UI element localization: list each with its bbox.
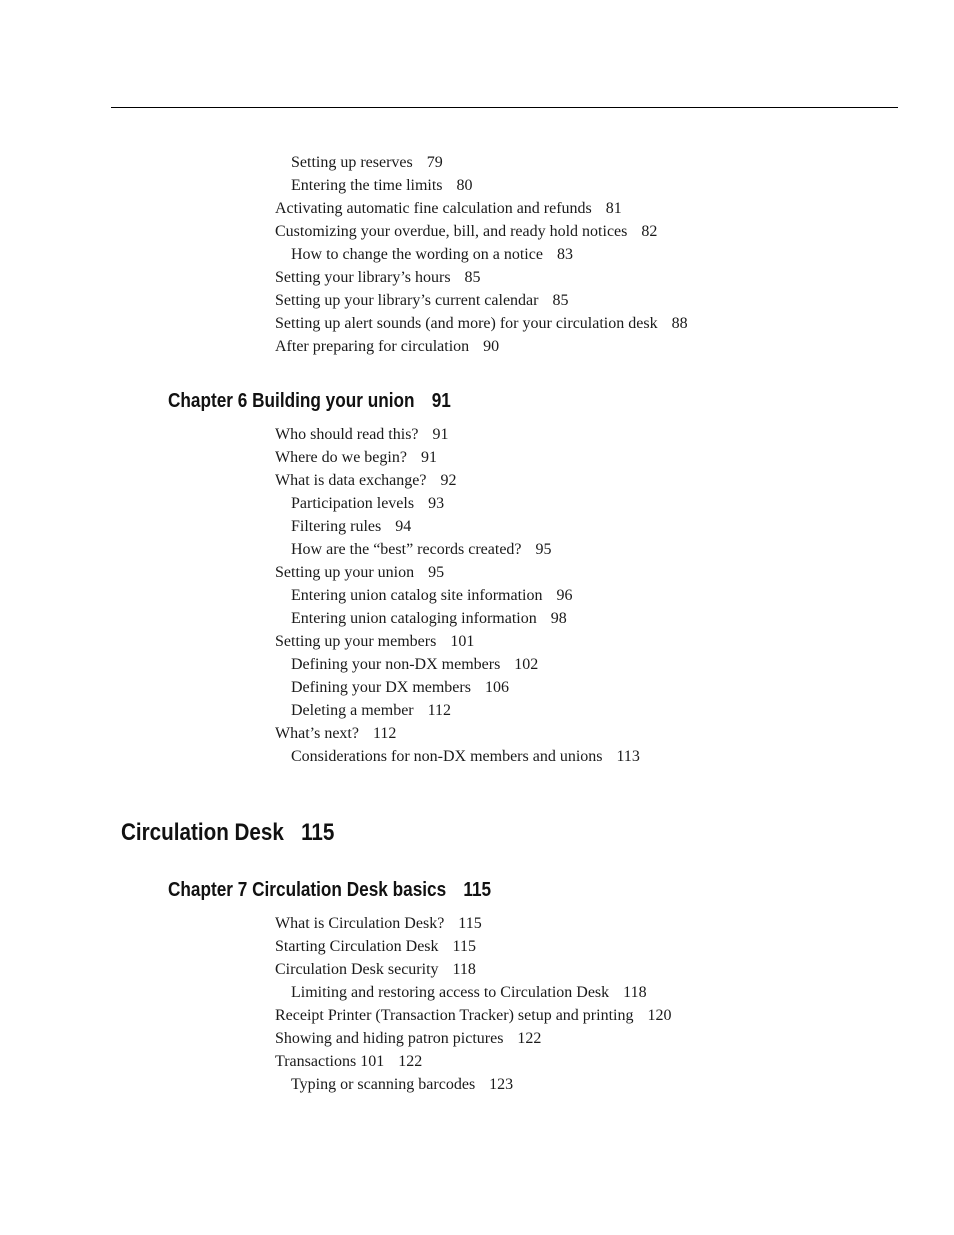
toc-entry-title: How are the “best” records created? bbox=[291, 541, 522, 558]
toc-entry-title: What is Circulation Desk? bbox=[275, 915, 445, 932]
toc-entry-page: 106 bbox=[484, 679, 509, 696]
toc-entry[interactable] bbox=[275, 724, 396, 744]
toc-entry-title: Circulation Desk security bbox=[275, 961, 439, 978]
toc-entry-title: After preparing for circulation bbox=[275, 338, 470, 355]
toc-entry-title: Considerations for non-DX members and unions bbox=[291, 748, 603, 765]
toc-entry[interactable] bbox=[275, 314, 688, 334]
toc-entry-title: Setting your library’s hours bbox=[275, 269, 451, 286]
toc-entry-title: Setting up alert sounds (and more) for your circulation desk bbox=[275, 315, 658, 332]
toc-entry-page: 112 bbox=[372, 725, 397, 742]
toc-entry-title: Entering union cataloging information bbox=[291, 610, 537, 627]
toc-entry-page: 90 bbox=[483, 338, 500, 355]
toc-entry-title: Defining your DX members bbox=[291, 679, 471, 696]
toc-entry[interactable] bbox=[291, 747, 640, 767]
toc-entry[interactable] bbox=[275, 914, 482, 934]
toc-entry[interactable] bbox=[291, 701, 451, 721]
toc-entry-title: Activating automatic fine calculation and refunds bbox=[275, 200, 592, 217]
toc-entry[interactable] bbox=[275, 1052, 422, 1072]
toc-entry[interactable] bbox=[291, 494, 444, 514]
toc-entry-title: Setting up your union bbox=[275, 564, 415, 581]
part-title: Circulation Desk bbox=[121, 819, 284, 846]
toc-entry[interactable] bbox=[275, 563, 444, 583]
toc-entry-title: Starting Circulation Desk bbox=[275, 938, 439, 955]
toc-entry-page: 93 bbox=[428, 495, 445, 512]
toc-entry-title: Entering union catalog site information bbox=[291, 587, 543, 604]
toc-entry-title: Setting up reserves bbox=[291, 154, 413, 171]
toc-entry[interactable] bbox=[291, 983, 647, 1003]
toc-entry[interactable] bbox=[291, 176, 473, 196]
toc-entry-page: 120 bbox=[647, 1007, 672, 1024]
toc-entry-title: Where do we begin? bbox=[275, 449, 407, 466]
toc-entry-page: 81 bbox=[605, 200, 622, 217]
toc-entry-title: Limiting and restoring access to Circulation Desk bbox=[291, 984, 610, 1001]
toc-entry[interactable] bbox=[291, 1075, 513, 1095]
toc-entry[interactable] bbox=[275, 632, 474, 652]
toc-entry[interactable] bbox=[291, 678, 509, 698]
toc-entry-page: 113 bbox=[616, 748, 640, 765]
toc-entry-page: 91 bbox=[420, 449, 437, 466]
toc-entry[interactable] bbox=[275, 268, 481, 288]
toc-entry-page: 115 bbox=[452, 938, 476, 955]
toc-entry-page: 92 bbox=[440, 472, 457, 489]
toc-entry-page: 80 bbox=[456, 177, 473, 194]
toc-entry-page: 118 bbox=[623, 984, 647, 1001]
toc-entry-page: 83 bbox=[556, 246, 573, 263]
toc-entry[interactable] bbox=[291, 586, 573, 606]
toc-entry[interactable] bbox=[291, 517, 411, 537]
toc-entry-page: 101 bbox=[450, 633, 475, 650]
toc-entry-page: 82 bbox=[641, 223, 658, 240]
toc-entry[interactable] bbox=[291, 655, 538, 675]
toc-entry[interactable] bbox=[275, 937, 476, 957]
toc-entry-page: 85 bbox=[464, 269, 481, 286]
toc-entry[interactable] bbox=[275, 291, 568, 311]
toc-entry-page: 122 bbox=[517, 1030, 542, 1047]
toc-entry[interactable] bbox=[275, 960, 476, 980]
toc-entry[interactable] bbox=[275, 1029, 541, 1049]
toc-entry[interactable] bbox=[291, 609, 567, 629]
toc-entry[interactable] bbox=[275, 471, 456, 491]
part-page: 115 bbox=[301, 819, 335, 846]
toc-entry-title: Transactions 101 bbox=[275, 1053, 385, 1070]
toc-entry[interactable] bbox=[291, 153, 443, 173]
toc-entry-page: 118 bbox=[452, 961, 476, 978]
toc-entry-title: What’s next? bbox=[275, 725, 359, 742]
chapter-title: Chapter 6 Building your union bbox=[168, 390, 415, 412]
toc-entry[interactable] bbox=[275, 425, 449, 445]
toc-entry-title: Participation levels bbox=[291, 495, 415, 512]
toc-entry-title: Setting up your library’s current calendar bbox=[275, 292, 539, 309]
toc-entry-page: 88 bbox=[671, 315, 688, 332]
toc-entry[interactable] bbox=[291, 245, 573, 265]
toc-entry-page: 112 bbox=[427, 702, 452, 719]
header-rule bbox=[111, 107, 898, 108]
part-heading[interactable] bbox=[121, 819, 334, 847]
toc-entry-page: 123 bbox=[489, 1076, 514, 1093]
toc-entry[interactable] bbox=[275, 222, 657, 242]
chapter-heading[interactable] bbox=[168, 878, 491, 902]
toc-entry-page: 122 bbox=[398, 1053, 423, 1070]
toc-entry-title: Defining your non-DX members bbox=[291, 656, 501, 673]
toc-entry-page: 79 bbox=[426, 154, 443, 171]
toc-entry[interactable] bbox=[275, 337, 499, 357]
toc-entry-title: What is data exchange? bbox=[275, 472, 427, 489]
toc-entry-title: Filtering rules bbox=[291, 518, 382, 535]
toc-entry-title: Customizing your overdue, bill, and ready hold notices bbox=[275, 223, 628, 240]
chapter-heading[interactable] bbox=[168, 389, 451, 413]
toc-entry-title: Setting up your members bbox=[275, 633, 437, 650]
toc-entry-title: Entering the time limits bbox=[291, 177, 443, 194]
toc-entry[interactable] bbox=[275, 199, 622, 219]
toc-entry-title: Receipt Printer (Transaction Tracker) setup and printing bbox=[275, 1007, 634, 1024]
toc-entry[interactable] bbox=[291, 540, 552, 560]
toc-entry[interactable] bbox=[275, 448, 437, 468]
toc-entry-title: How to change the wording on a notice bbox=[291, 246, 543, 263]
toc-entry-page: 115 bbox=[458, 915, 482, 932]
toc-entry-title: Typing or scanning barcodes bbox=[291, 1076, 476, 1093]
toc-entry-page: 102 bbox=[514, 656, 539, 673]
toc-entry-title: Showing and hiding patron pictures bbox=[275, 1030, 504, 1047]
chapter-page: 115 bbox=[463, 879, 492, 901]
chapter-title: Chapter 7 Circulation Desk basics bbox=[168, 879, 447, 901]
toc-entry-page: 94 bbox=[395, 518, 412, 535]
toc-entry-title: Deleting a member bbox=[291, 702, 414, 719]
chapter-page: 91 bbox=[431, 390, 451, 412]
toc-entry-page: 98 bbox=[550, 610, 567, 627]
toc-entry-title: Who should read this? bbox=[275, 426, 419, 443]
toc-entry-page: 96 bbox=[556, 587, 573, 604]
toc-entry-page: 95 bbox=[428, 564, 445, 581]
toc-entry-page: 85 bbox=[552, 292, 569, 309]
toc-entry[interactable] bbox=[275, 1006, 671, 1026]
toc-entry-page: 95 bbox=[535, 541, 552, 558]
toc-entry-page: 91 bbox=[432, 426, 449, 443]
